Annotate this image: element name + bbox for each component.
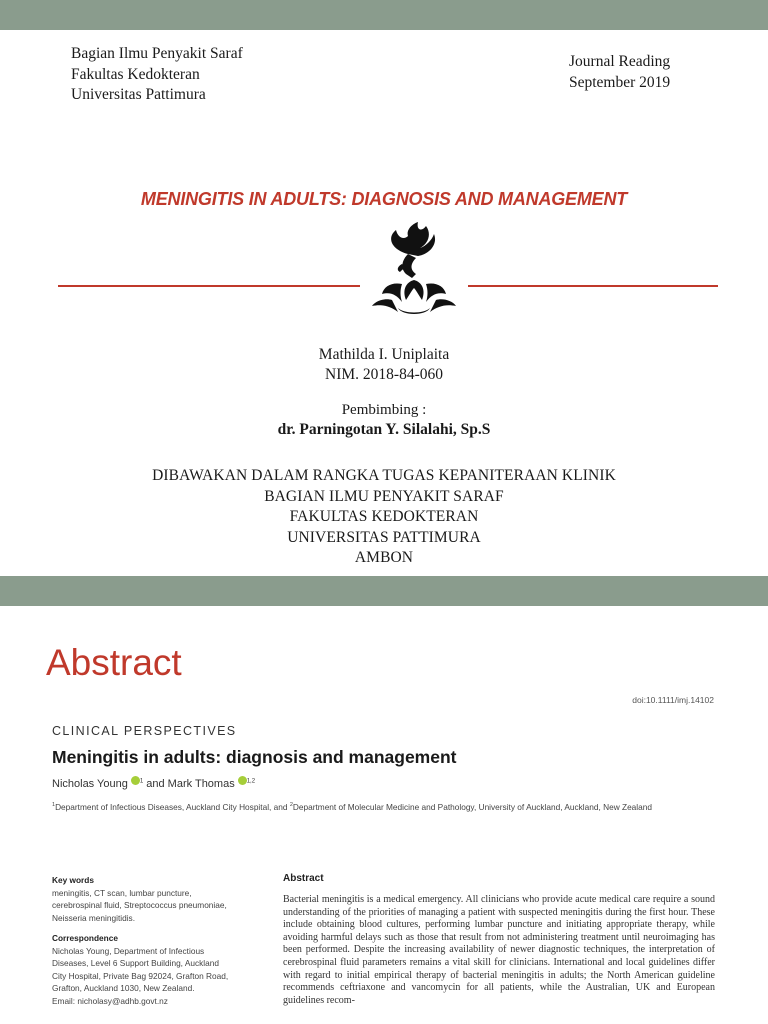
presenter-block	[0, 345, 768, 385]
affiliation-marker: 2	[289, 802, 293, 808]
journal-reading-label: Journal Reading	[569, 53, 671, 70]
supervisor-block	[0, 400, 768, 440]
sidebar-metadata	[52, 874, 267, 1007]
university-torch-lotus-logo	[362, 220, 466, 320]
correspondence-text: Nicholas Young, Department of Infectious Diseases, Level 6 Support Building, Auckland City Hospital, Private Bag 92024, Grafton Road, Grafton, Auckland 1030, New Zealand. Email: nicholasy@adhb.govt.nz	[52, 945, 229, 1006]
orcid-icon	[131, 776, 140, 785]
journal-reading-date: September 2019	[569, 73, 671, 91]
author-conjunction: and	[146, 778, 165, 790]
slide-divider-bar	[0, 576, 768, 606]
abstract-body: Bacterial meningitis is a medical emergency. All clinicians who provide acute medical care require a sound understanding of the priorities of managing a patient with suspected meningitis during the first hour. These include obtaining blood cultures, performing lumbar puncture and initiating appropriate therapy, while avoiding harmful delays such as those that result from not administering treatment until neuroimaging has been performed. Despite the increasing availability of newer diagnostic techniques, the interpretation of cerebrospinal fluid parameters remains a vital skill for clinicians. International and local guidelines differ with regard to initial empirical therapy of bacterial meningitis in adults; the North American guideline recommends ceftriaxone and vancomycin for all patients, while the Australian, UK and European guidelines recom-	[283, 894, 715, 1006]
supervisor-name: dr. Parningotan Y. Silalahi, Sp.S	[277, 421, 491, 438]
title-rule-left	[58, 285, 360, 287]
institution-line: Fakultas Kedokteran	[71, 65, 200, 83]
assignment-line: BAGIAN ILMU PENYAKIT SARAF	[264, 487, 504, 505]
author-name: Mark Thomas	[167, 778, 235, 790]
abstract-subheading: Abstract	[283, 873, 324, 884]
presenter-name: Mathilda I. Uniplaita	[318, 346, 450, 363]
paper-title: Meningitis in adults: diagnosis and management	[52, 747, 457, 767]
affiliation-marker: 1	[52, 802, 56, 808]
supervisor-label: Pembimbing :	[341, 402, 427, 418]
assignment-line: DIBAWAKAN DALAM RANGKA TUGAS KEPANITERAAN KLINIK	[152, 467, 616, 484]
abstract-column	[283, 873, 715, 1007]
abstract-slide	[0, 606, 768, 1024]
presentation-title: MENINGITIS IN ADULTS: DIAGNOSIS AND MANAGEMENT	[140, 189, 628, 209]
title-slide	[0, 30, 768, 576]
assignment-line: FAKULTAS KEDOKTERAN	[289, 508, 479, 525]
institution-block	[71, 44, 243, 106]
journal-reading-block	[569, 52, 670, 93]
presenter-nim: NIM. 2018-84-060	[325, 366, 443, 383]
author-name: Nicholas Young	[52, 778, 128, 790]
affiliations	[52, 798, 722, 814]
orcid-icon	[238, 776, 247, 785]
author-affiliation-marker: 1,2	[246, 778, 256, 785]
keywords-heading: Key words	[52, 875, 94, 885]
assignment-line: AMBON	[354, 549, 414, 566]
assignment-line: UNIVERSITAS PATTIMURA	[287, 528, 481, 546]
correspondence-heading: Correspondence	[52, 933, 118, 943]
title-rule-right	[468, 285, 718, 287]
section-label: CLINICAL PERSPECTIVES	[52, 724, 237, 738]
author-affiliation-marker: 1	[139, 778, 144, 785]
affiliation-text: Department of Infectious Diseases, Auckland City Hospital, and	[55, 801, 288, 812]
institution-line: Universitas Pattimura	[71, 86, 206, 103]
slide-heading: Abstract	[46, 642, 182, 683]
affiliation-text: Department of Molecular Medicine and Pathology, University of Auckland, Auckland, New Zealand	[292, 801, 652, 812]
assignment-statement	[0, 466, 768, 569]
doi-text: doi:10.1111/imj.14102	[632, 695, 714, 705]
institution-line: Bagian Ilmu Penyakit Saraf	[71, 45, 243, 62]
paper-authors	[52, 776, 255, 790]
top-divider-bar	[0, 0, 768, 30]
keywords-text: meningitis, CT scan, lumbar puncture, cerebrospinal fluid, Streptococcus pneumoniae, Neisseria meningitidis.	[52, 887, 227, 923]
